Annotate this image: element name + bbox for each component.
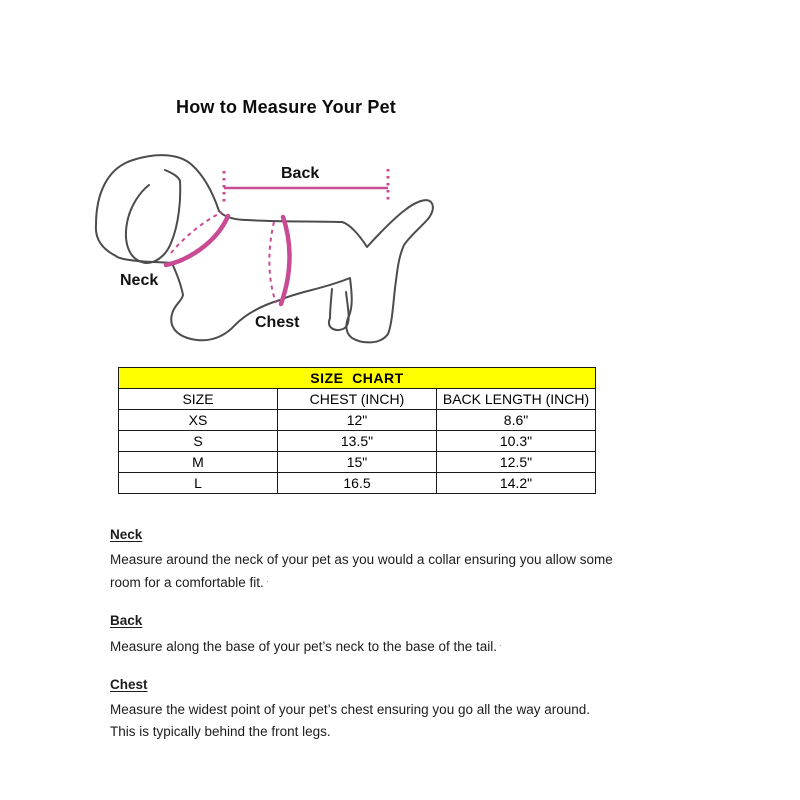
size-row-s — [119, 431, 596, 452]
section-back — [110, 611, 670, 658]
size-chart-title: SIZE CHART — [119, 368, 596, 389]
neck-band — [166, 216, 228, 265]
chest-band-hidden — [269, 222, 276, 303]
back-length-cell: 8.6" — [437, 410, 596, 431]
paragraph-mark: · — [265, 576, 270, 587]
page-title: How to Measure Your Pet — [176, 97, 396, 117]
chest-cell: 12" — [278, 410, 437, 431]
size-cell: M — [119, 452, 278, 473]
size-chart-title-row — [119, 368, 596, 389]
section-chest — [110, 675, 670, 743]
chest-cell: 15" — [278, 452, 437, 473]
section-line — [110, 635, 670, 658]
section-line — [110, 699, 670, 721]
size-cell: XS — [119, 410, 278, 431]
column-header-chest: CHEST (INCH) — [278, 389, 437, 410]
size-row-xs — [119, 410, 596, 431]
size-row-m — [119, 452, 596, 473]
size-row-l — [119, 473, 596, 494]
dog-ear-top — [165, 170, 180, 181]
section-heading: Back — [110, 613, 143, 628]
size-chart-table — [118, 367, 596, 494]
chest-label: Chest — [255, 314, 300, 331]
column-header-back-length: BACK LENGTH (INCH) — [437, 389, 596, 410]
section-heading: Neck — [110, 527, 143, 542]
section-line-text: room for a comfortable fit. — [110, 575, 264, 590]
chest-band — [281, 217, 290, 304]
section-line — [110, 549, 670, 571]
chest-cell: 16.5 — [278, 473, 437, 494]
section-line-text: This is typically behind the front legs. — [110, 724, 331, 739]
paragraph-mark: · — [499, 640, 503, 651]
section-line-text: Measure along the base of your pet’s neck to the base of the tail. — [110, 639, 497, 654]
chest-cell: 13.5" — [278, 431, 437, 452]
section-line-text: Measure around the neck of your pet as you would a collar ensuring you allow some — [110, 552, 613, 567]
back-length-cell: 12.5" — [437, 452, 596, 473]
section-line-text: Measure the widest point of your pet’s chest ensuring you go all the way around. — [110, 702, 591, 717]
size-cell: S — [119, 431, 278, 452]
back-length-cell: 10.3" — [437, 431, 596, 452]
section-line — [110, 571, 670, 594]
section-neck — [110, 525, 670, 594]
column-header-size: SIZE — [119, 389, 278, 410]
section-heading: Chest — [110, 677, 148, 692]
back-length-cell: 14.2" — [437, 473, 596, 494]
neck-label: Neck — [120, 272, 159, 289]
size-cell: L — [119, 473, 278, 494]
size-chart-header-row — [119, 389, 596, 410]
section-line — [110, 721, 670, 743]
back-label: Back — [281, 165, 320, 182]
